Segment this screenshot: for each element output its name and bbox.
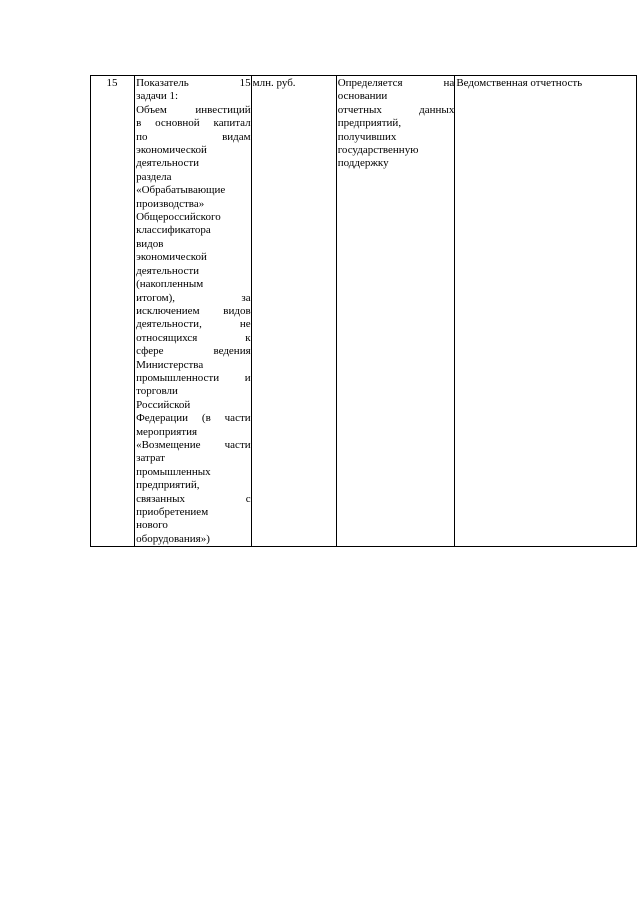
indicator-name-line: Российской: [136, 398, 191, 411]
indicator-name-line: относящихся к: [136, 331, 251, 344]
indicator-name-text: [136, 77, 251, 546]
indicator-name-line: экономической: [136, 251, 207, 264]
indicator-name-line: Общероссийского: [136, 211, 221, 224]
indicator-name-line: раздела: [136, 170, 172, 183]
indicator-name-cell: [135, 76, 252, 547]
indicator-name-line: связанных с: [136, 492, 251, 505]
indicator-name-line: «Обрабатывающие: [136, 184, 226, 197]
indicator-name-line: промышленности и: [136, 371, 251, 384]
calculation-method-line: основании: [337, 90, 388, 103]
indicators-table: [90, 75, 637, 547]
calculation-method-line: получивших: [337, 130, 397, 143]
unit-cell: [251, 76, 336, 547]
indicator-name-line: Федерации (в части: [136, 412, 251, 425]
indicator-name-line: оборудования»): [136, 532, 210, 545]
indicator-name-line: сфере ведения: [136, 345, 251, 358]
indicator-name-line: деятельности, не: [136, 318, 251, 331]
indicator-name-line: промышленных: [136, 465, 211, 478]
indicator-name-line: классификатора: [136, 224, 211, 237]
calculation-method-line: Определяется на: [337, 77, 455, 89]
indicator-name-line: деятельности: [136, 264, 200, 277]
indicator-name-line: (накопленным: [136, 278, 204, 291]
calculation-method-line: государственную: [337, 144, 419, 157]
indicator-name-line: Объем инвестиций: [136, 103, 251, 116]
indicator-name-line: предприятий,: [136, 479, 200, 492]
indicator-name-line: Министерства: [136, 358, 204, 371]
indicator-name-line: по видам: [136, 130, 251, 143]
calculation-method-line: предприятий,: [337, 117, 402, 130]
indicator-name-line: экономической: [136, 144, 207, 157]
calculation-method-cell: [336, 76, 455, 547]
indicator-name-line: торговли: [136, 385, 178, 398]
indicator-name-line: приобретением: [136, 506, 209, 518]
indicator-name-line: Показатель 15: [136, 77, 251, 89]
calculation-method-line: поддержку: [337, 157, 389, 170]
calculation-method-text: [338, 77, 455, 171]
indicator-name-line: нового: [136, 519, 168, 532]
calculation-method-line: отчетных данных: [337, 103, 455, 116]
indicator-name-line: производства»: [136, 197, 205, 210]
indicator-name-line: итогом), за: [136, 291, 251, 304]
indicator-name-line: мероприятия: [136, 425, 198, 438]
unit-text: млн. руб.: [252, 77, 296, 89]
indicator-name-line: «Возмещение части: [136, 438, 251, 451]
row-number: 15: [106, 77, 118, 89]
indicator-name-line: видов: [136, 237, 164, 250]
indicator-name-line: деятельности: [136, 157, 200, 170]
indicator-name-line: задачи 1:: [136, 90, 179, 103]
indicator-name-line: в основной капитал: [136, 117, 251, 130]
data-source-text: Ведомственная отчетность: [456, 77, 583, 89]
data-source-cell: [455, 76, 637, 547]
indicator-name-line: затрат: [136, 452, 165, 465]
row-number-cell: [91, 76, 135, 547]
indicator-name-line: исключением видов: [136, 304, 251, 317]
table-row: [91, 76, 637, 547]
